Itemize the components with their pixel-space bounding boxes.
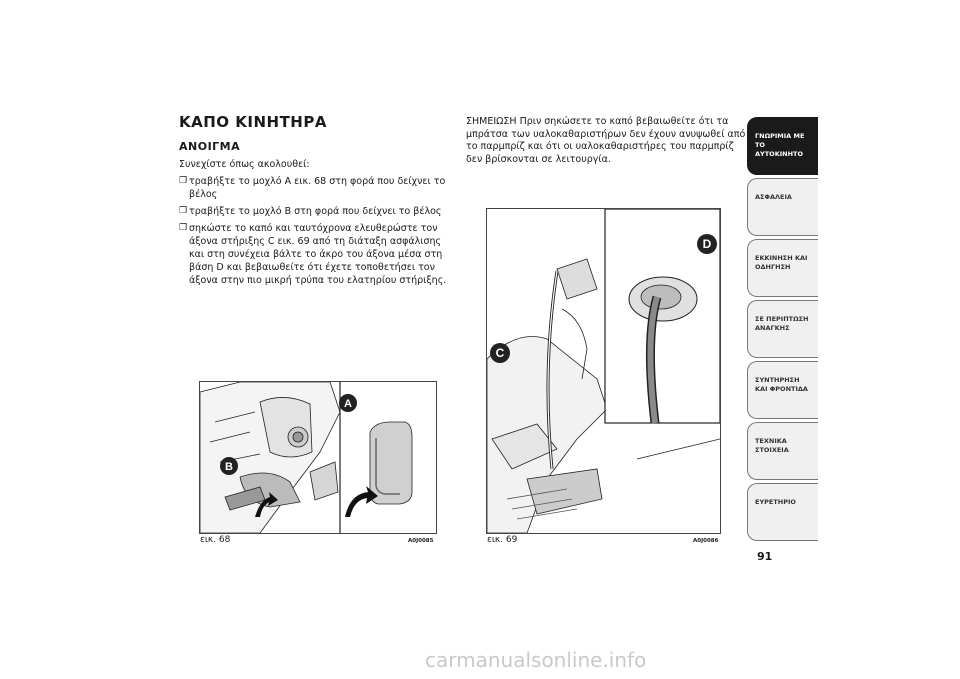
page-number: 91 <box>757 550 773 563</box>
tab-index[interactable]: ΕΥΡΕΤΗΡΙΟ <box>747 483 818 541</box>
label-c: C <box>495 346 505 360</box>
chapter-tabs <box>747 117 818 544</box>
figure-68-code: A0J0085 <box>408 538 434 544</box>
page-title: ΚΑΠΟ ΚΙΝΗΤΗΡΑ <box>179 113 327 131</box>
step-text: τραβήξτε το μοχλό B στη φορά που δείχνει το βέλος <box>189 206 442 217</box>
figure-69 <box>486 208 721 534</box>
checkbox-bullet-icon: ❒ <box>179 223 188 233</box>
prop-rod-illustration <box>487 209 720 533</box>
instructions <box>179 158 447 291</box>
tab-maintenance-and-care[interactable]: ΣΥΝΤΗΡΗΣΗ ΚΑΙ ΦΡΟΝΤΙΔΑ <box>747 361 818 419</box>
figure-69-caption: εικ. 69 <box>487 535 518 545</box>
tab-in-an-emergency[interactable]: ΣΕ ΠΕΡΙΠΤΩΣΗ ΑΝΑΓΚΗΣ <box>747 300 818 358</box>
step-text: τραβήξτε το μοχλό A εικ. 68 στη φορά που δείχνει το βέλος <box>189 176 446 200</box>
tab-technical-data[interactable]: ΤΕΧΝΙΚΑ ΣΤΟΙΧΕΙΑ <box>747 422 818 480</box>
step-item <box>179 175 447 201</box>
intro-text: Συνεχίστε όπως ακολουθεί: <box>179 159 310 170</box>
step-item <box>179 205 447 218</box>
tab-starting-and-driving[interactable]: ΕΚΚΙΝΗΣΗ ΚΑΙ ΟΔΗΓΗΣΗ <box>747 239 818 297</box>
lever-illustration <box>200 382 436 533</box>
step-item <box>179 222 447 287</box>
figure-69-code: A0J0086 <box>693 538 719 544</box>
label-a: A <box>344 398 352 410</box>
figure-68-caption: εικ. 68 <box>200 535 231 545</box>
tab-getting-to-know-the-car[interactable]: ΓΝΩΡΙΜΙΑ ΜΕ ΤΟ ΑΥΤΟΚΙΝΗΤΟ <box>747 117 818 175</box>
step-text: σηκώστε το καπό και ταυτόχρονα ελευθερώστε τον άξονα στήριξης C εικ. 69 από τη διάταξη ασφάλισης και στη συνέχεια βάλτε το άκρο του άξονα μέσα στη βάση D και βεβαιωθείτε ότι έχετε τοποθετήσει τον άξονα στην πιο μικρή τρύπα του ελατηρίου στήριξης. <box>189 223 447 286</box>
checkbox-bullet-icon: ❒ <box>179 206 188 216</box>
checkbox-bullet-icon: ❒ <box>179 176 188 186</box>
tab-safety[interactable]: ΑΣΦΑΛΕΙΑ <box>747 178 818 236</box>
section-title: ΑΝΟΙΓΜΑ <box>179 140 241 153</box>
note-text: ΣΗΜΕΙΩΣΗ Πριν σηκώσετε το καπό βεβαιωθείτε ότι τα μπράτσα των υαλοκαθαριστήρων δεν έχουν ανυψωθεί από το παρμπρίζ και ότι οι υαλοκαθαριστήρες του παρμπρίζ δεν βρίσκονται σε λειτουργία. <box>466 116 746 165</box>
label-b: B <box>225 461 233 473</box>
label-d: D <box>702 237 712 251</box>
figure-68 <box>199 381 437 534</box>
watermark: carmanualsonline.info <box>425 648 647 672</box>
